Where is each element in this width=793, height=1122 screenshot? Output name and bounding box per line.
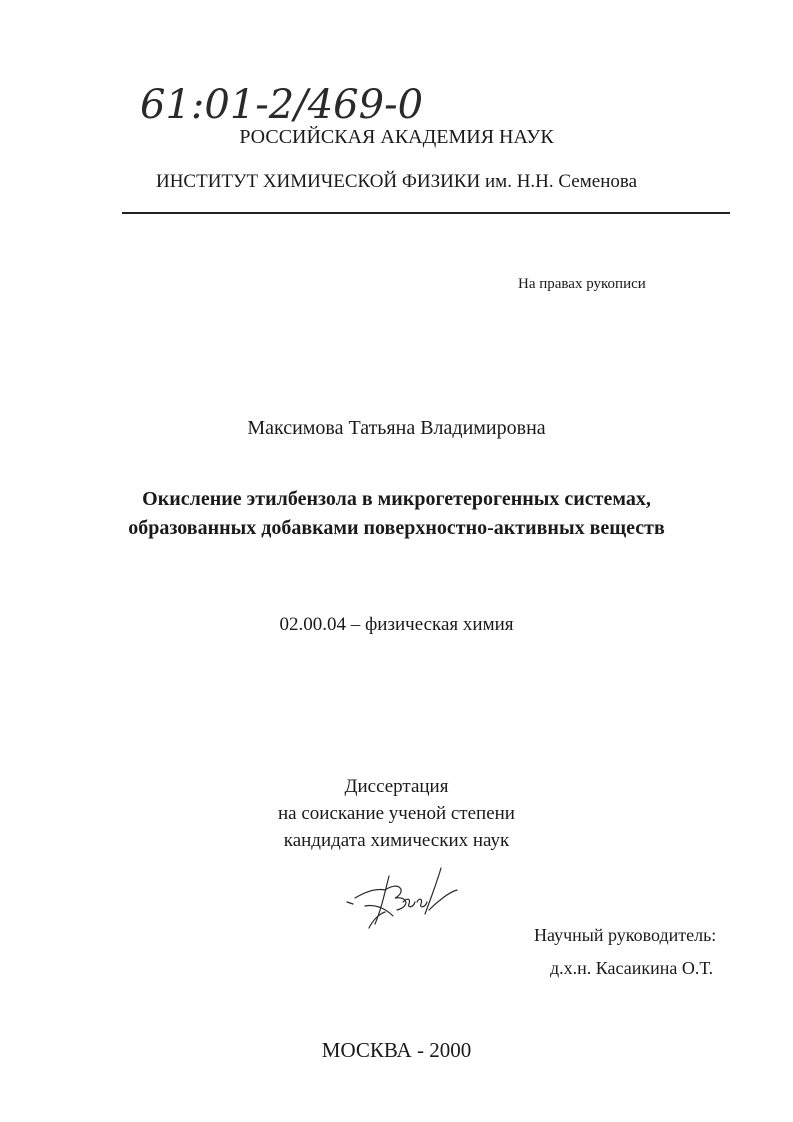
signature <box>345 862 465 934</box>
header-divider <box>122 212 730 214</box>
supervisor-name: д.х.н. Касаикина О.Т. <box>550 958 714 978</box>
supervisor-label: Научный руководитель: <box>534 925 717 945</box>
academy-name: РОССИЙСКАЯ АКАДЕМИЯ НАУК <box>239 126 554 148</box>
degree-name: кандидата химических наук <box>283 830 510 851</box>
dissertation-title-line-1: Окисление этилбензола в микрогетерогенных системах, <box>142 488 651 510</box>
institute-name: ИНСТИТУТ ХИМИЧЕСКОЙ ФИЗИКИ им. Н.Н. Семенова <box>155 171 638 192</box>
handwritten-archive-code-text: 61:01-2/469-0 <box>140 82 424 128</box>
author-name: Максимова Татьяна Владимировна <box>247 417 546 439</box>
degree-purpose: на соискание ученой степени <box>278 803 515 824</box>
specialty-code: 02.00.04 – физическая химия <box>279 614 514 635</box>
rights-note: На правах рукописи <box>518 276 646 292</box>
dissertation-label: Диссертация <box>344 776 449 797</box>
dissertation-title-line-2: образованных добавками поверхностно-активных веществ <box>128 517 665 539</box>
city-year: МОСКВА - 2000 <box>321 1038 472 1062</box>
